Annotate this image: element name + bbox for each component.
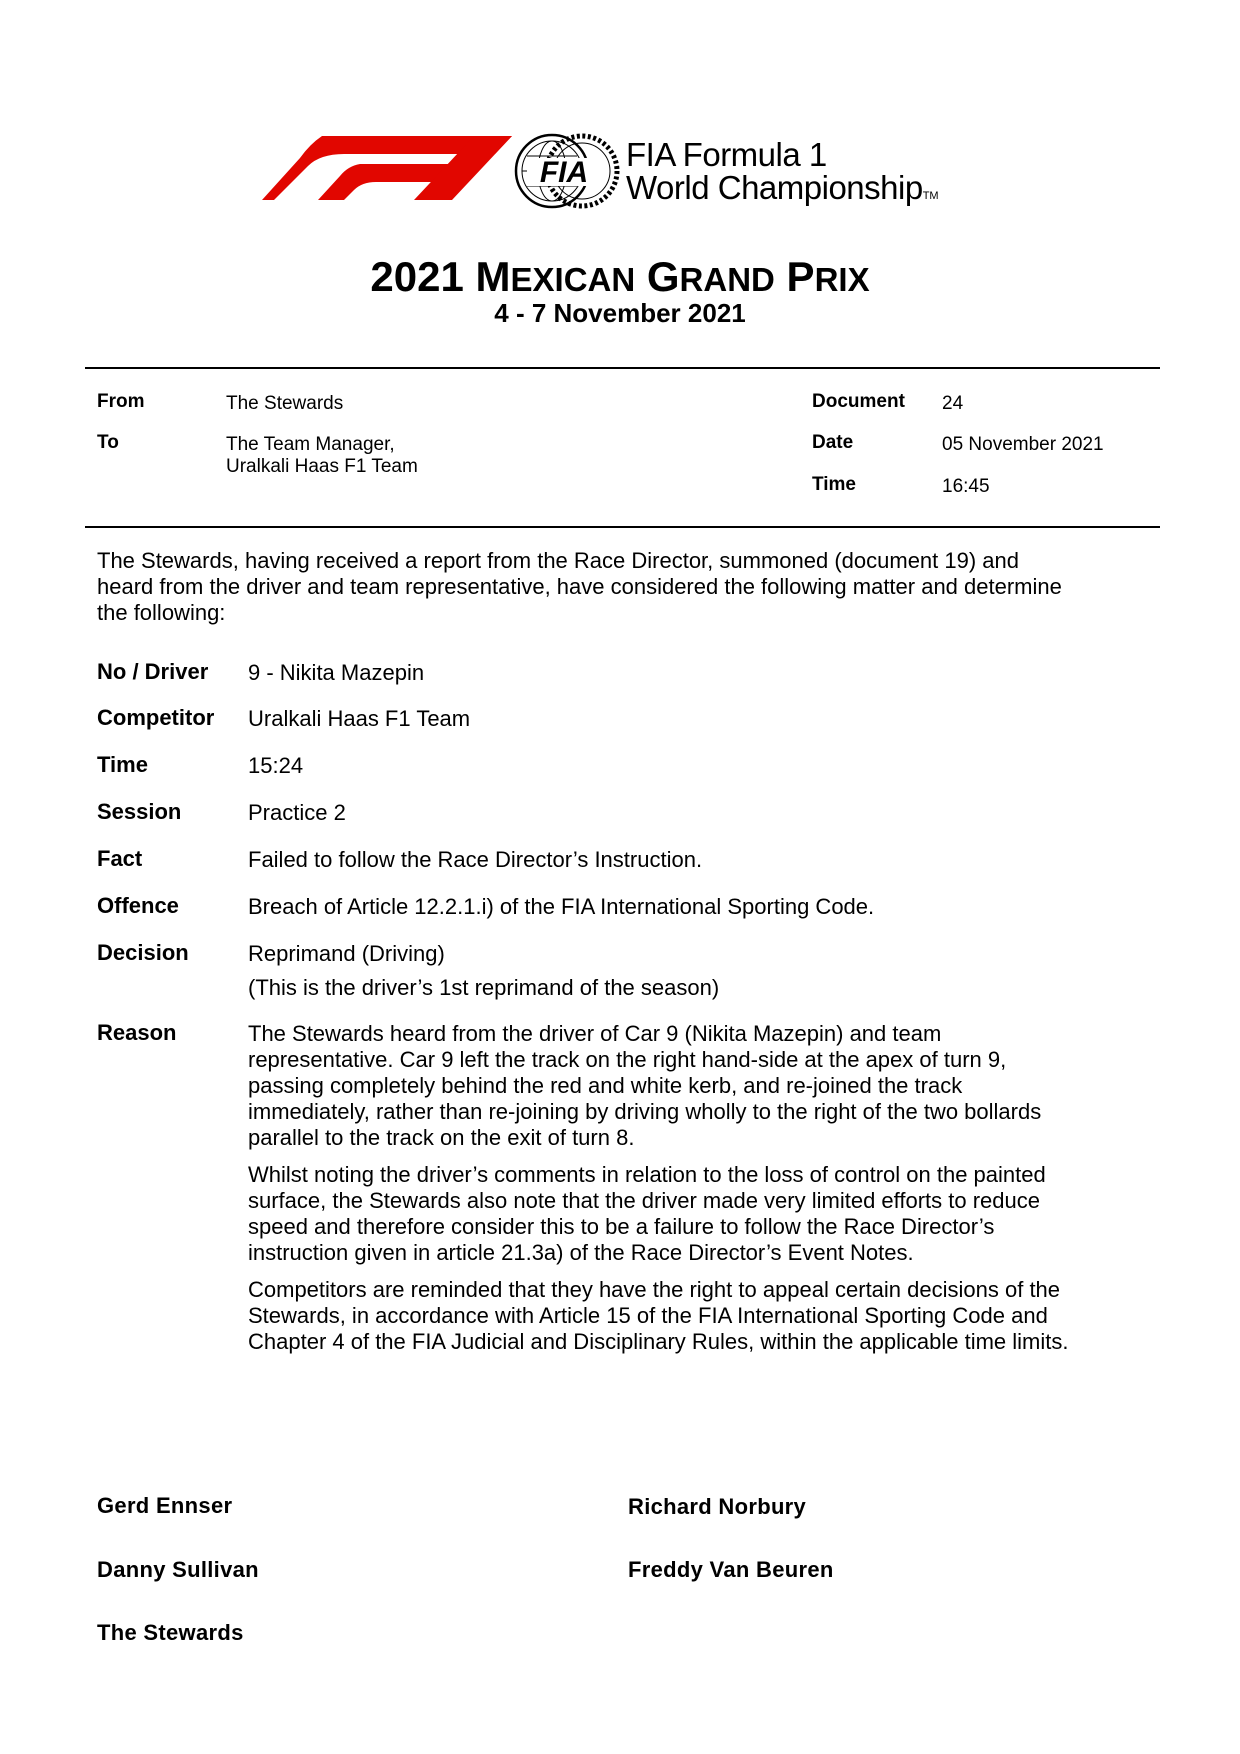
- divider-bottom: [85, 526, 1160, 528]
- offence-label: Offence: [97, 893, 179, 918]
- session-label: Session: [97, 799, 182, 824]
- brand-line-2: World ChampionshipTM: [626, 169, 939, 206]
- reason-paragraph-1: The Stewards heard from the driver of Car 9 (Nikita Mazepin) and team representative. Car 9 left the track on the right hand-side at the apex of turn 9, passing completely behind the red and white kerb, and re-joined the track immediately, rather than re-joining by driving wholly to the right of the two bollards parallel to the track on the exit of turn 8.: [248, 1021, 1042, 1150]
- date-label: Date: [812, 432, 854, 453]
- competitor-label: Competitor: [97, 705, 215, 730]
- stewards-closing: The Stewards: [97, 1620, 244, 1645]
- driver-value: 9 - Nikita Mazepin: [248, 660, 425, 685]
- brand-wordmark: [626, 138, 939, 213]
- decision-label: Decision: [97, 940, 189, 965]
- brand-line-1: FIA Formula 1: [626, 136, 827, 173]
- steward-name-1: Gerd Ennser: [97, 1493, 233, 1518]
- date-value: 05 November 2021: [942, 434, 1104, 455]
- to-value-line-1: The Team Manager,: [226, 434, 395, 455]
- event-title: 2021 MEXICAN GRAND PRIX: [370, 253, 870, 300]
- time-label: Time: [812, 474, 857, 495]
- fact-value: Failed to follow the Race Director’s Instruction.: [248, 847, 703, 872]
- divider-top: [85, 367, 1160, 369]
- incident-time-value: 15:24: [248, 753, 304, 778]
- driver-label: No / Driver: [97, 659, 209, 684]
- event-dates: 4 - 7 November 2021: [494, 298, 746, 328]
- fact-label: Fact: [97, 846, 143, 871]
- document-value: 24: [942, 393, 964, 414]
- decision-note: (This is the driver’s 1st reprimand of the season): [248, 975, 720, 1000]
- trademark-mark: TM: [922, 190, 939, 202]
- reason-paragraph-3: Competitors are reminded that they have the right to appeal certain decisions of the Stewards, in accordance with Article 15 of the FIA International Sporting Code and Chapter 4 of the FIA Judicial and Disciplinary Rules, within the applicable time limits.: [248, 1277, 1069, 1354]
- time-value: 16:45: [942, 476, 990, 497]
- document-label: Document: [812, 391, 905, 412]
- from-value: The Stewards: [226, 393, 344, 414]
- reason-label: Reason: [97, 1020, 177, 1045]
- steward-name-4: Freddy Van Beuren: [628, 1557, 834, 1582]
- offence-value: Breach of Article 12.2.1.i) of the FIA International Sporting Code.: [248, 894, 875, 919]
- reason-paragraph-2: Whilst noting the driver’s comments in relation to the loss of control on the painted surface, the Stewards also note that the driver made very limited efforts to reduce speed and therefore consider this to be a failure to follow the Race Director’s instruction given in article 21.3a) of the Race Director’s Event Notes.: [248, 1162, 1046, 1265]
- intro-paragraph: The Stewards, having received a report from the Race Director, summoned (document 19) and heard from the driver and team representative, have considered the following matter and determine the following:: [97, 548, 1062, 625]
- fia-logo-icon: [513, 132, 621, 210]
- incident-time-label: Time: [97, 752, 148, 777]
- decision-value: Reprimand (Driving): [248, 941, 445, 966]
- to-label: To: [97, 432, 119, 453]
- session-value: Practice 2: [248, 800, 346, 825]
- steward-name-3: Danny Sullivan: [97, 1557, 259, 1582]
- svg-text:FIA: FIA: [539, 156, 589, 189]
- f1-logo-icon: [262, 136, 512, 200]
- to-value-line-2: Uralkali Haas F1 Team: [226, 456, 418, 477]
- from-label: From: [97, 391, 145, 412]
- header-logo: [262, 132, 1012, 212]
- competitor-value: Uralkali Haas F1 Team: [248, 706, 471, 731]
- steward-name-2: Richard Norbury: [628, 1494, 807, 1519]
